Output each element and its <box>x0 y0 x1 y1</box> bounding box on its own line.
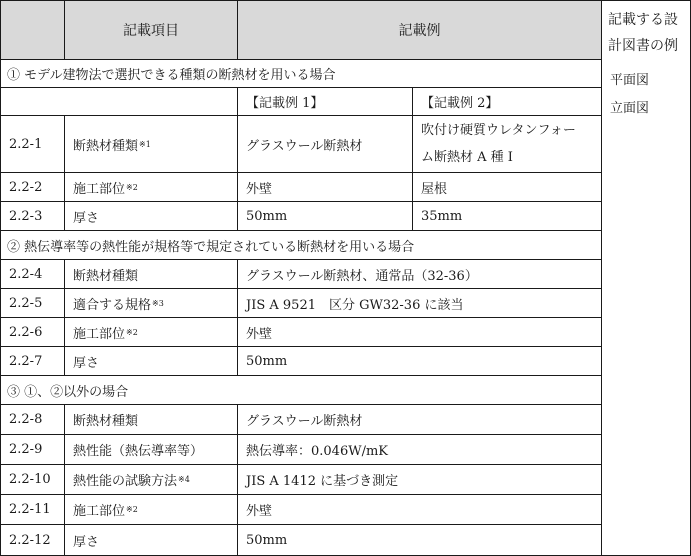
table-row <box>1 347 601 376</box>
docs-column <box>601 60 690 555</box>
row-item: 断熱材種類 <box>65 405 238 434</box>
header-docs-line1: 記載する設 <box>608 12 678 28</box>
row-value: 熱伝導率：0.046W/mK <box>246 444 388 459</box>
row-item: 施工部位 ※2 <box>65 495 238 524</box>
doc-elevation: 立面図 <box>610 101 650 116</box>
row-item: 厚さ <box>65 525 238 555</box>
row-note: ※2 <box>126 505 138 514</box>
table-row <box>1 465 601 495</box>
row-example1: 50mm <box>238 202 413 230</box>
table-row <box>1 173 601 202</box>
row-item: 施工部位 ※2 <box>65 318 238 346</box>
header-example: 記載例 <box>398 23 441 39</box>
header-item: 記載項目 <box>65 1 238 59</box>
row-value: 外壁 <box>246 326 273 342</box>
row-id: 2.2-5 <box>1 289 65 317</box>
row-value: 外壁 <box>246 504 273 519</box>
section1-title: ① モデル建物法で選択できる種類の断熱材を用いる場合 <box>1 60 601 88</box>
row-id: 2.2-3 <box>1 202 65 230</box>
row-id: 2.2-10 <box>1 465 65 494</box>
table-header <box>1 1 601 60</box>
row-item: 熱性能（熱伝導率等） <box>65 435 238 464</box>
example1-label: 【記載例 1】 <box>238 88 413 115</box>
table-row <box>1 116 601 173</box>
row-example2: 35mm <box>421 208 463 224</box>
doc-plan: 平面図 <box>610 73 650 88</box>
row-example2 <box>413 116 601 172</box>
row-item: 熱性能の試験方法 ※4 <box>65 465 238 494</box>
header-docs <box>601 1 690 60</box>
section2-title: ② 熱伝導率等の熱性能が規格等で規定されている断熱材を用いる場合 <box>1 231 601 260</box>
row-id: 2.2-1 <box>1 116 65 172</box>
row-item: 厚さ <box>65 202 238 230</box>
section1-example-labels <box>1 88 601 116</box>
row-id: 2.2-7 <box>1 347 65 375</box>
row-value: 50mm <box>246 532 288 548</box>
row-note: ※3 <box>152 298 164 308</box>
row-id: 2.2-8 <box>1 405 65 434</box>
table-row <box>1 318 601 347</box>
row-id: 2.2-6 <box>1 318 65 346</box>
row-item: 断熱材種類 <box>65 260 238 288</box>
header-blank <box>1 1 65 59</box>
row-example1: 外壁 <box>238 173 413 201</box>
table-row <box>1 525 601 555</box>
row-note: ※1 <box>139 139 151 149</box>
row-item: 施工部位 ※2 <box>65 173 238 201</box>
row-id: 2.2-11 <box>1 495 65 524</box>
row-value: グラスウール断熱材、通常品（32-36） <box>246 268 478 284</box>
row-note: ※2 <box>126 182 138 192</box>
blank-cell <box>1 88 238 115</box>
row-item: 厚さ <box>65 347 238 375</box>
row-id: 2.2-4 <box>1 260 65 288</box>
table-row <box>1 405 601 435</box>
row-value: JIS A 1412 に基づき測定 <box>246 474 399 489</box>
example2-label: 【記載例 2】 <box>421 96 499 111</box>
table-row <box>1 202 601 231</box>
row-value: 50mm <box>246 353 288 369</box>
row-example2-line1: 吹付け硬質ウレタンフォー <box>421 123 576 138</box>
row-item: 適合する規格 ※3 <box>65 289 238 317</box>
row-id: 2.2-12 <box>1 525 65 555</box>
section3-title: ③ ①、②以外の場合 <box>1 376 601 405</box>
table-row <box>1 495 601 525</box>
row-example2-line2: ム断熱材 A 種 I <box>421 150 513 165</box>
row-example2: 屋根 <box>421 181 448 197</box>
table-row <box>1 260 601 289</box>
row-value: グラスウール断熱材 <box>246 414 363 429</box>
table-row <box>1 289 601 318</box>
row-note: ※4 <box>178 475 190 484</box>
header-docs-line2: 計図書の例 <box>608 38 678 54</box>
row-item: 断熱材種類 ※1 <box>65 116 238 172</box>
row-value: JIS A 9521 区分 GW32-36 に該当 <box>246 297 464 313</box>
row-id: 2.2-2 <box>1 173 65 201</box>
row-note: ※2 <box>126 327 138 337</box>
row-example1: グラスウール断熱材 <box>238 116 413 172</box>
table-row <box>1 435 601 465</box>
row-id: 2.2-9 <box>1 435 65 464</box>
